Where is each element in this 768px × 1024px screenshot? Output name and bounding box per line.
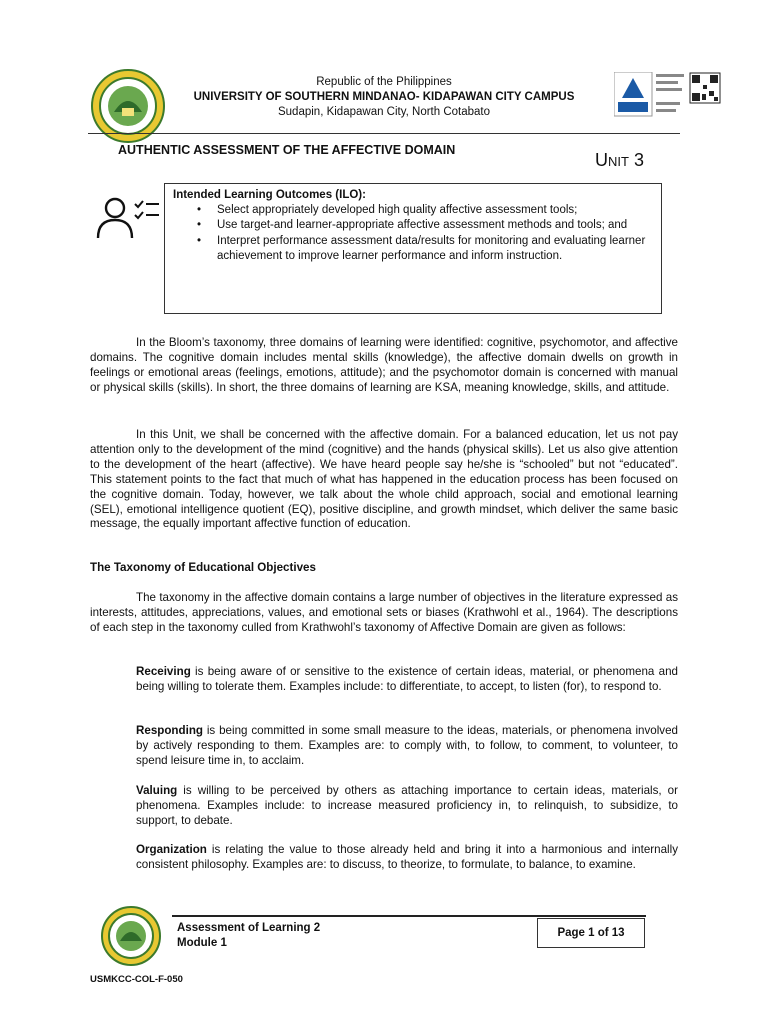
header-divider [88, 133, 680, 134]
ilo-item: • Select appropriately developed high quality affective assessment tools; [217, 203, 653, 218]
unit-label: UNIT 3 [595, 150, 644, 170]
learner-outcomes-icon [95, 196, 161, 242]
qr-code-icon [690, 73, 720, 103]
level-responding: Responding is being committed in some small measure to the ideas, materials, or phenomena involved by actively responding to them. Examples are: to comply with, to follow, to comment, to volunteer, to spend leisure time in, to acclaim. [136, 724, 678, 767]
ilo-list [173, 203, 653, 264]
page-number: Page 1 of 13 [537, 918, 645, 948]
header-republic: Republic of the Philippines [316, 76, 452, 88]
level-receiving: Receiving is being aware of or sensitive to the existence of certain ideas, material, or phenomena and being willing to tolerate them. Examples include: to differentiate, to accept, to listen (for), to respond to. [136, 665, 678, 693]
ilo-box [164, 183, 662, 314]
footer-course: Assessment of Learning 2 [177, 922, 321, 934]
ilo-heading: Intended Learning Outcomes (ILO): [173, 189, 366, 201]
level-organization: Organization is relating the value to those already held and bring it into a harmonious and internally consistent philosophy. Examples are: to discuss, to theorize, to formulate, to balance, to examine. [136, 843, 678, 871]
footer-course-info [177, 921, 320, 951]
footer-seal-logo [98, 905, 164, 967]
document-title: AUTHENTIC ASSESSMENT OF THE AFFECTIVE DOMAIN [118, 143, 456, 157]
header-address: Sudapin, Kidapawan City, North Cotabato [277, 106, 491, 118]
paragraph-affective-domain: In this Unit, we shall be concerned with the affective domain. For a balanced education, let us not pay attention only to the development of the mind (cognitive) and the hands (physical skills). Let us also give attention to the development of the heart (affective). We have heard people say he/she is “schooled” but not “educated”. This statement points to the fact that much of what has happened in the education process has been focused on the cognitive domain. Today, however, we talk about the whole child approach, social and emotional learning (SEL), emotional intelligence quotient (EQ), positive discipline, and growth mindset, which deliver the same basic message, the equally important affective function of education. [90, 428, 678, 531]
footer-module: Module 1 [177, 937, 227, 949]
ilo-item: • Interpret performance assessment data/results for monitoring and evaluating learner achievement to improve learner performance and inform instruction. [217, 234, 653, 264]
level-valuing: Valuing is willing to be perceived by others as attaching importance to certain ideas, materials, or phenomena. Examples include: to increase measured proficiency in, to relinquish, to subsidize, to support, to debate. [136, 784, 678, 827]
ilo-item: • Use target-and learner-appropriate affective assessment methods and tools; and [217, 218, 653, 233]
form-code: USMKCC-COL-F-050 [90, 974, 183, 985]
paragraph-blooms-taxonomy: In the Bloom’s taxonomy, three domains of learning were identified: cognitive, psychomotor, and affective domains. The cognitive domain includes mental skills (knowledge), the affective domain dwells on growth in feelings or emotional areas (feelings, emotions, attitude); and the psychomotor domain is concerned with manual or physical skills (skills). In short, the three domains of learning are KSA, meaning knowledge, skills, and attitude. [90, 336, 678, 394]
section-heading: The Taxonomy of Educational Objectives [90, 561, 316, 574]
header-university: UNIVERSITY OF SOUTHERN MINDANAO- KIDAPAWAN CITY CAMPUS [193, 91, 575, 103]
paragraph-taxonomy: The taxonomy in the affective domain contains a large number of objectives in the literature expressed as interests, attitudes, appreciations, values, and emotional sets or biases (Krathwohl et al., 1964). The descriptions of each step in the taxonomy culled from Krathwohl’s taxonomy of Affective Domain are given as follows: [90, 591, 678, 634]
iso-certification-logo [614, 72, 722, 118]
